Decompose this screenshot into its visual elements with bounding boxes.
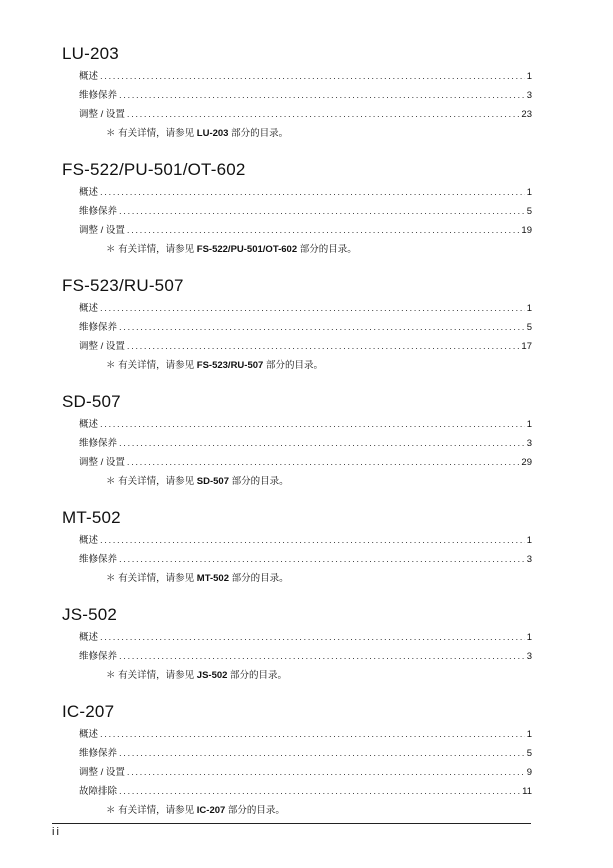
note-prefix: ＊ 有关详情，请参见: [106, 360, 197, 371]
toc-entry[interactable]: [79, 550, 532, 569]
toc-entry-page: 3: [526, 554, 532, 565]
dot-leader: [119, 782, 520, 801]
dot-leader: [127, 105, 520, 124]
toc-entry[interactable]: [79, 434, 532, 453]
dot-leader: [119, 647, 525, 666]
toc-entry[interactable]: [79, 628, 532, 647]
note-suffix: 部分的目录。: [297, 244, 357, 255]
toc-entry-label: 概述: [79, 729, 99, 740]
dot-leader: [100, 299, 525, 318]
note-prefix: ＊ 有关详情，请参见: [106, 476, 197, 487]
page-number: ii: [52, 826, 61, 838]
toc-entry-page: 5: [526, 748, 532, 759]
dot-leader: [119, 202, 525, 221]
dot-leader: [127, 337, 520, 356]
section-note: [106, 472, 532, 491]
toc-entry-label: 概述: [79, 303, 99, 314]
dot-leader: [119, 744, 525, 763]
note-suffix: 部分的目录。: [225, 805, 285, 816]
toc-entry-label: 概述: [79, 187, 99, 198]
toc-section: [62, 508, 532, 588]
section-title: IC-207: [62, 702, 115, 721]
toc-section: [62, 702, 532, 820]
toc-entry-label: 调整 / 设置: [79, 767, 125, 778]
toc-entry-page: 3: [526, 651, 532, 662]
toc-entry-page: 5: [526, 322, 532, 333]
section-title: LU-203: [62, 44, 119, 63]
toc-entry-page: 1: [526, 535, 532, 546]
section-note: [106, 240, 532, 259]
section-note: [106, 124, 532, 143]
dot-leader: [127, 763, 525, 782]
section-title: MT-502: [62, 508, 121, 527]
toc-entry-label: 维修保养: [79, 748, 118, 759]
note-prefix: ＊ 有关详情，请参见: [106, 805, 197, 816]
toc-entry-page: 3: [526, 90, 532, 101]
toc-entry[interactable]: [79, 221, 532, 240]
note-reference: JS-502: [196, 670, 228, 681]
toc-entry-page: 9: [526, 767, 532, 778]
toc-entry-label: 调整 / 设置: [79, 225, 125, 236]
dot-leader: [119, 86, 525, 105]
toc-entry-page: 29: [521, 457, 532, 468]
toc-section: [62, 276, 532, 375]
note-reference: FS-522/PU-501/OT-602: [196, 244, 298, 255]
toc-section: [62, 44, 532, 143]
dot-leader: [119, 318, 525, 337]
toc-entry-page: 1: [526, 303, 532, 314]
toc-entry[interactable]: [79, 415, 532, 434]
toc-entry[interactable]: [79, 763, 532, 782]
dot-leader: [127, 221, 520, 240]
note-reference: SD-507: [196, 476, 229, 487]
note-prefix: ＊ 有关详情，请参见: [106, 670, 197, 681]
section-title: FS-522/PU-501/OT-602: [62, 160, 246, 179]
toc-entry-label: 调整 / 设置: [79, 457, 125, 468]
toc-entry[interactable]: [79, 531, 532, 550]
section-note: [106, 356, 532, 375]
toc-entry-label: 维修保养: [79, 90, 118, 101]
toc-entry-label: 维修保养: [79, 322, 118, 333]
toc-entry-page: 5: [526, 206, 532, 217]
section-note: [106, 569, 532, 588]
toc-entry-label: 维修保养: [79, 554, 118, 565]
toc-entry-page: 17: [521, 341, 532, 352]
toc-entry-page: 1: [526, 632, 532, 643]
dot-leader: [119, 434, 525, 453]
dot-leader: [127, 453, 520, 472]
dot-leader: [100, 628, 525, 647]
note-suffix: 部分的目录。: [263, 360, 323, 371]
note-prefix: ＊ 有关详情，请参见: [106, 573, 197, 584]
toc-entry-label: 概述: [79, 535, 99, 546]
toc-entry[interactable]: [79, 318, 532, 337]
table-of-contents: [62, 44, 532, 837]
dot-leader: [100, 725, 525, 744]
note-suffix: 部分的目录。: [229, 476, 289, 487]
section-title: SD-507: [62, 392, 121, 411]
note-suffix: 部分的目录。: [229, 573, 289, 584]
toc-entry[interactable]: [79, 202, 532, 221]
section-note: [106, 666, 532, 685]
toc-entry-label: 故障排除: [79, 786, 118, 797]
section-note: [106, 801, 532, 820]
toc-entry[interactable]: [79, 105, 532, 124]
toc-entry-page: 1: [526, 187, 532, 198]
note-suffix: 部分的目录。: [227, 670, 288, 681]
note-reference: LU-203: [196, 128, 229, 139]
toc-entry-label: 维修保养: [79, 206, 118, 217]
toc-section: [62, 392, 532, 491]
toc-entry[interactable]: [79, 647, 532, 666]
note-reference: IC-207: [196, 805, 226, 816]
toc-entry-label: 维修保养: [79, 438, 118, 449]
toc-section: [62, 605, 532, 685]
toc-entry-page: 1: [526, 729, 532, 740]
toc-entry[interactable]: [79, 453, 532, 472]
dot-leader: [100, 415, 525, 434]
toc-entry-label: 维修保养: [79, 651, 118, 662]
toc-entry-page: 19: [521, 225, 532, 236]
note-reference: MT-502: [196, 573, 229, 584]
toc-entry[interactable]: [79, 782, 532, 801]
dot-leader: [100, 67, 525, 86]
toc-entry[interactable]: [79, 86, 532, 105]
note-reference: FS-523/RU-507: [196, 360, 264, 371]
toc-entry[interactable]: [79, 183, 532, 202]
section-title: FS-523/RU-507: [62, 276, 184, 295]
note-prefix: ＊ 有关详情，请参见: [106, 128, 197, 139]
toc-entry-label: 调整 / 设置: [79, 109, 125, 120]
toc-entry-label: 调整 / 设置: [79, 341, 125, 352]
toc-entry-page: 23: [521, 109, 532, 120]
dot-leader: [100, 531, 525, 550]
dot-leader: [100, 183, 525, 202]
section-title: JS-502: [62, 605, 118, 624]
toc-entry-page: 11: [522, 786, 532, 797]
dot-leader: [119, 550, 525, 569]
toc-entry[interactable]: [79, 67, 532, 86]
toc-entry-label: 概述: [79, 71, 99, 82]
note-prefix: ＊ 有关详情，请参见: [106, 244, 197, 255]
footer-divider: [52, 823, 531, 824]
toc-entry-page: 1: [526, 419, 532, 430]
toc-entry-page: 3: [526, 438, 532, 449]
toc-entry-page: 1: [526, 71, 532, 82]
note-suffix: 部分的目录。: [228, 128, 289, 139]
toc-entry[interactable]: [79, 337, 532, 356]
toc-entry-label: 概述: [79, 632, 99, 643]
toc-entry-label: 概述: [79, 419, 99, 430]
toc-entry[interactable]: [79, 744, 532, 763]
toc-entry[interactable]: [79, 725, 532, 744]
toc-section: [62, 160, 532, 259]
toc-entry[interactable]: [79, 299, 532, 318]
